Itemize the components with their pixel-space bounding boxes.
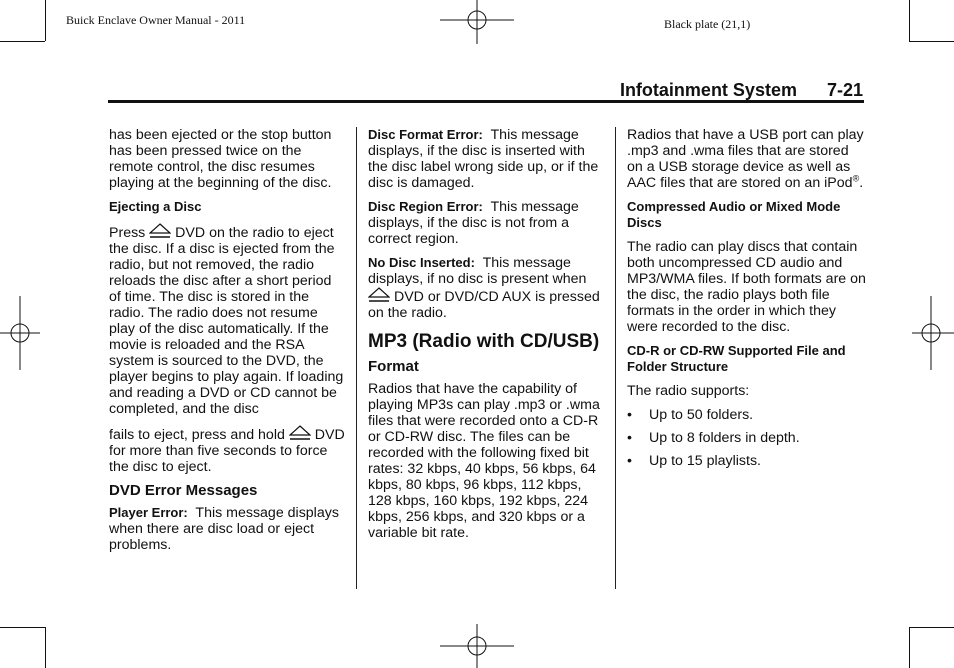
registration-mark-icon [440,624,514,668]
crop-mark [909,41,954,42]
text-run: DVD or DVD/CD AUX is pressed on the radio. [368,289,600,321]
list-item-text: Up to 50 folders. [649,407,754,423]
heading-dvd-errors: DVD Error Messages [109,482,258,499]
paragraph [109,223,347,417]
crop-mark [0,41,45,42]
paragraph [109,425,347,475]
paragraph [368,127,608,191]
eject-icon [368,287,390,303]
bullet: • [627,453,632,469]
section-header [620,80,863,101]
paragraph: Radios that have the capability of playing MP3s can play .mp3 or .wma files that were recorded onto a CD-R or CD-RW disc. The files can be recorded with the following fixed bit rates: 32 kbps, 40 kbps, 56 kbps, 64 kbps, 80 kbps, 96 kbps, 112 kbps, 128 kbps, 160 kbps, 192 kbps, 224 kbps, 256 kbps, and 320 kbps or a variable bit rate. [368,381,600,541]
crop-mark [45,0,46,41]
crop-mark [909,0,910,41]
text-run: DVD on the radio to eject the disc. If a disc is ejected from the radio, but not removed, the radio reloads the disc after a short period of time. The disc is stored in the radio. The radio does not resume play of the disc automatically. If the movie is reloaded and the RSA system is sourced to the DVD, the player begins to play again. If loading and reading a DVD or CD cannot be completed, and the disc [109,225,344,417]
list-item [627,430,867,446]
term-label: Disc Region Error: [368,199,483,214]
registered-mark: ® [852,173,860,184]
list-item-text: Up to 15 playlists. [649,453,761,469]
column-1 [109,127,347,561]
list-item [627,407,867,423]
text-run: This message displays, if the disc is inserted with the disc label wrong side up, or if the disc is damaged. [368,127,599,191]
registration-mark-icon [440,0,514,44]
heading-format: Format [368,358,419,375]
subheading-compressed: Compressed Audio or Mixed Mode Discs [627,199,841,230]
registration-mark-icon [912,296,954,370]
text-run: This message displays, if no disc is present when [368,255,587,287]
text-run: Press [109,225,146,241]
bullet: • [627,407,632,423]
paragraph [368,255,608,321]
term-label: No Disc Inserted: [368,255,475,270]
registration-mark-icon [0,296,40,370]
paragraph [109,505,347,553]
crop-mark [0,627,45,628]
bullet: • [627,430,632,446]
column-2 [368,127,608,549]
text-run: Radios that have a USB port can play .mp3 and .wma files that are stored on a USB storage device as well as AAC files that are stored on an iPod [627,127,864,191]
text-run: DVD for more than five seconds to force the disc to eject. [109,427,345,475]
crop-mark [45,627,46,668]
paragraph [368,199,608,247]
crop-mark [909,627,910,668]
eject-icon [289,425,311,441]
heading-mp3: MP3 (Radio with CD/USB) [368,331,600,352]
paragraph: The radio can play discs that contain both uncompressed CD audio and MP3/WMA files. If both formats are on the disc, the radio plays both file formats in the order in which they were recorded to the disc. [627,239,866,335]
header-rule [108,100,864,103]
term-label: Disc Format Error: [368,127,483,142]
text-run: . [859,175,864,191]
subheading-cdr: CD-R or CD-RW Supported File and Folder Structure [627,343,846,374]
text-run: This message displays when there are disc load or eject problems. [109,505,339,553]
text-run: fails to eject, press and hold [109,427,285,443]
term-label: Player Error: [109,505,188,520]
column-3 [627,127,867,476]
paragraph [627,127,867,191]
list-item-text: Up to 8 folders in depth. [649,430,800,446]
text-run: This message displays, if the disc is not from a correct region. [368,199,579,247]
paragraph: has been ejected or the stop button has been pressed twice on the remote control, the disc resumes playing at the beginning of the disc. [109,127,332,191]
section-title: Infotainment System [619,80,797,100]
crop-mark [909,627,954,628]
manual-title: Buick Enclave Owner Manual - 2011 [66,13,246,27]
list-item [627,453,867,469]
subheading-ejecting: Ejecting a Disc [109,199,202,214]
column-divider [615,127,616,589]
paragraph: The radio supports: [627,383,750,399]
column-divider [356,127,357,589]
eject-icon [149,223,171,239]
plate-label: Black plate (21,1) [664,17,751,31]
page-number: 7-21 [826,80,863,100]
supports-list [627,407,867,469]
